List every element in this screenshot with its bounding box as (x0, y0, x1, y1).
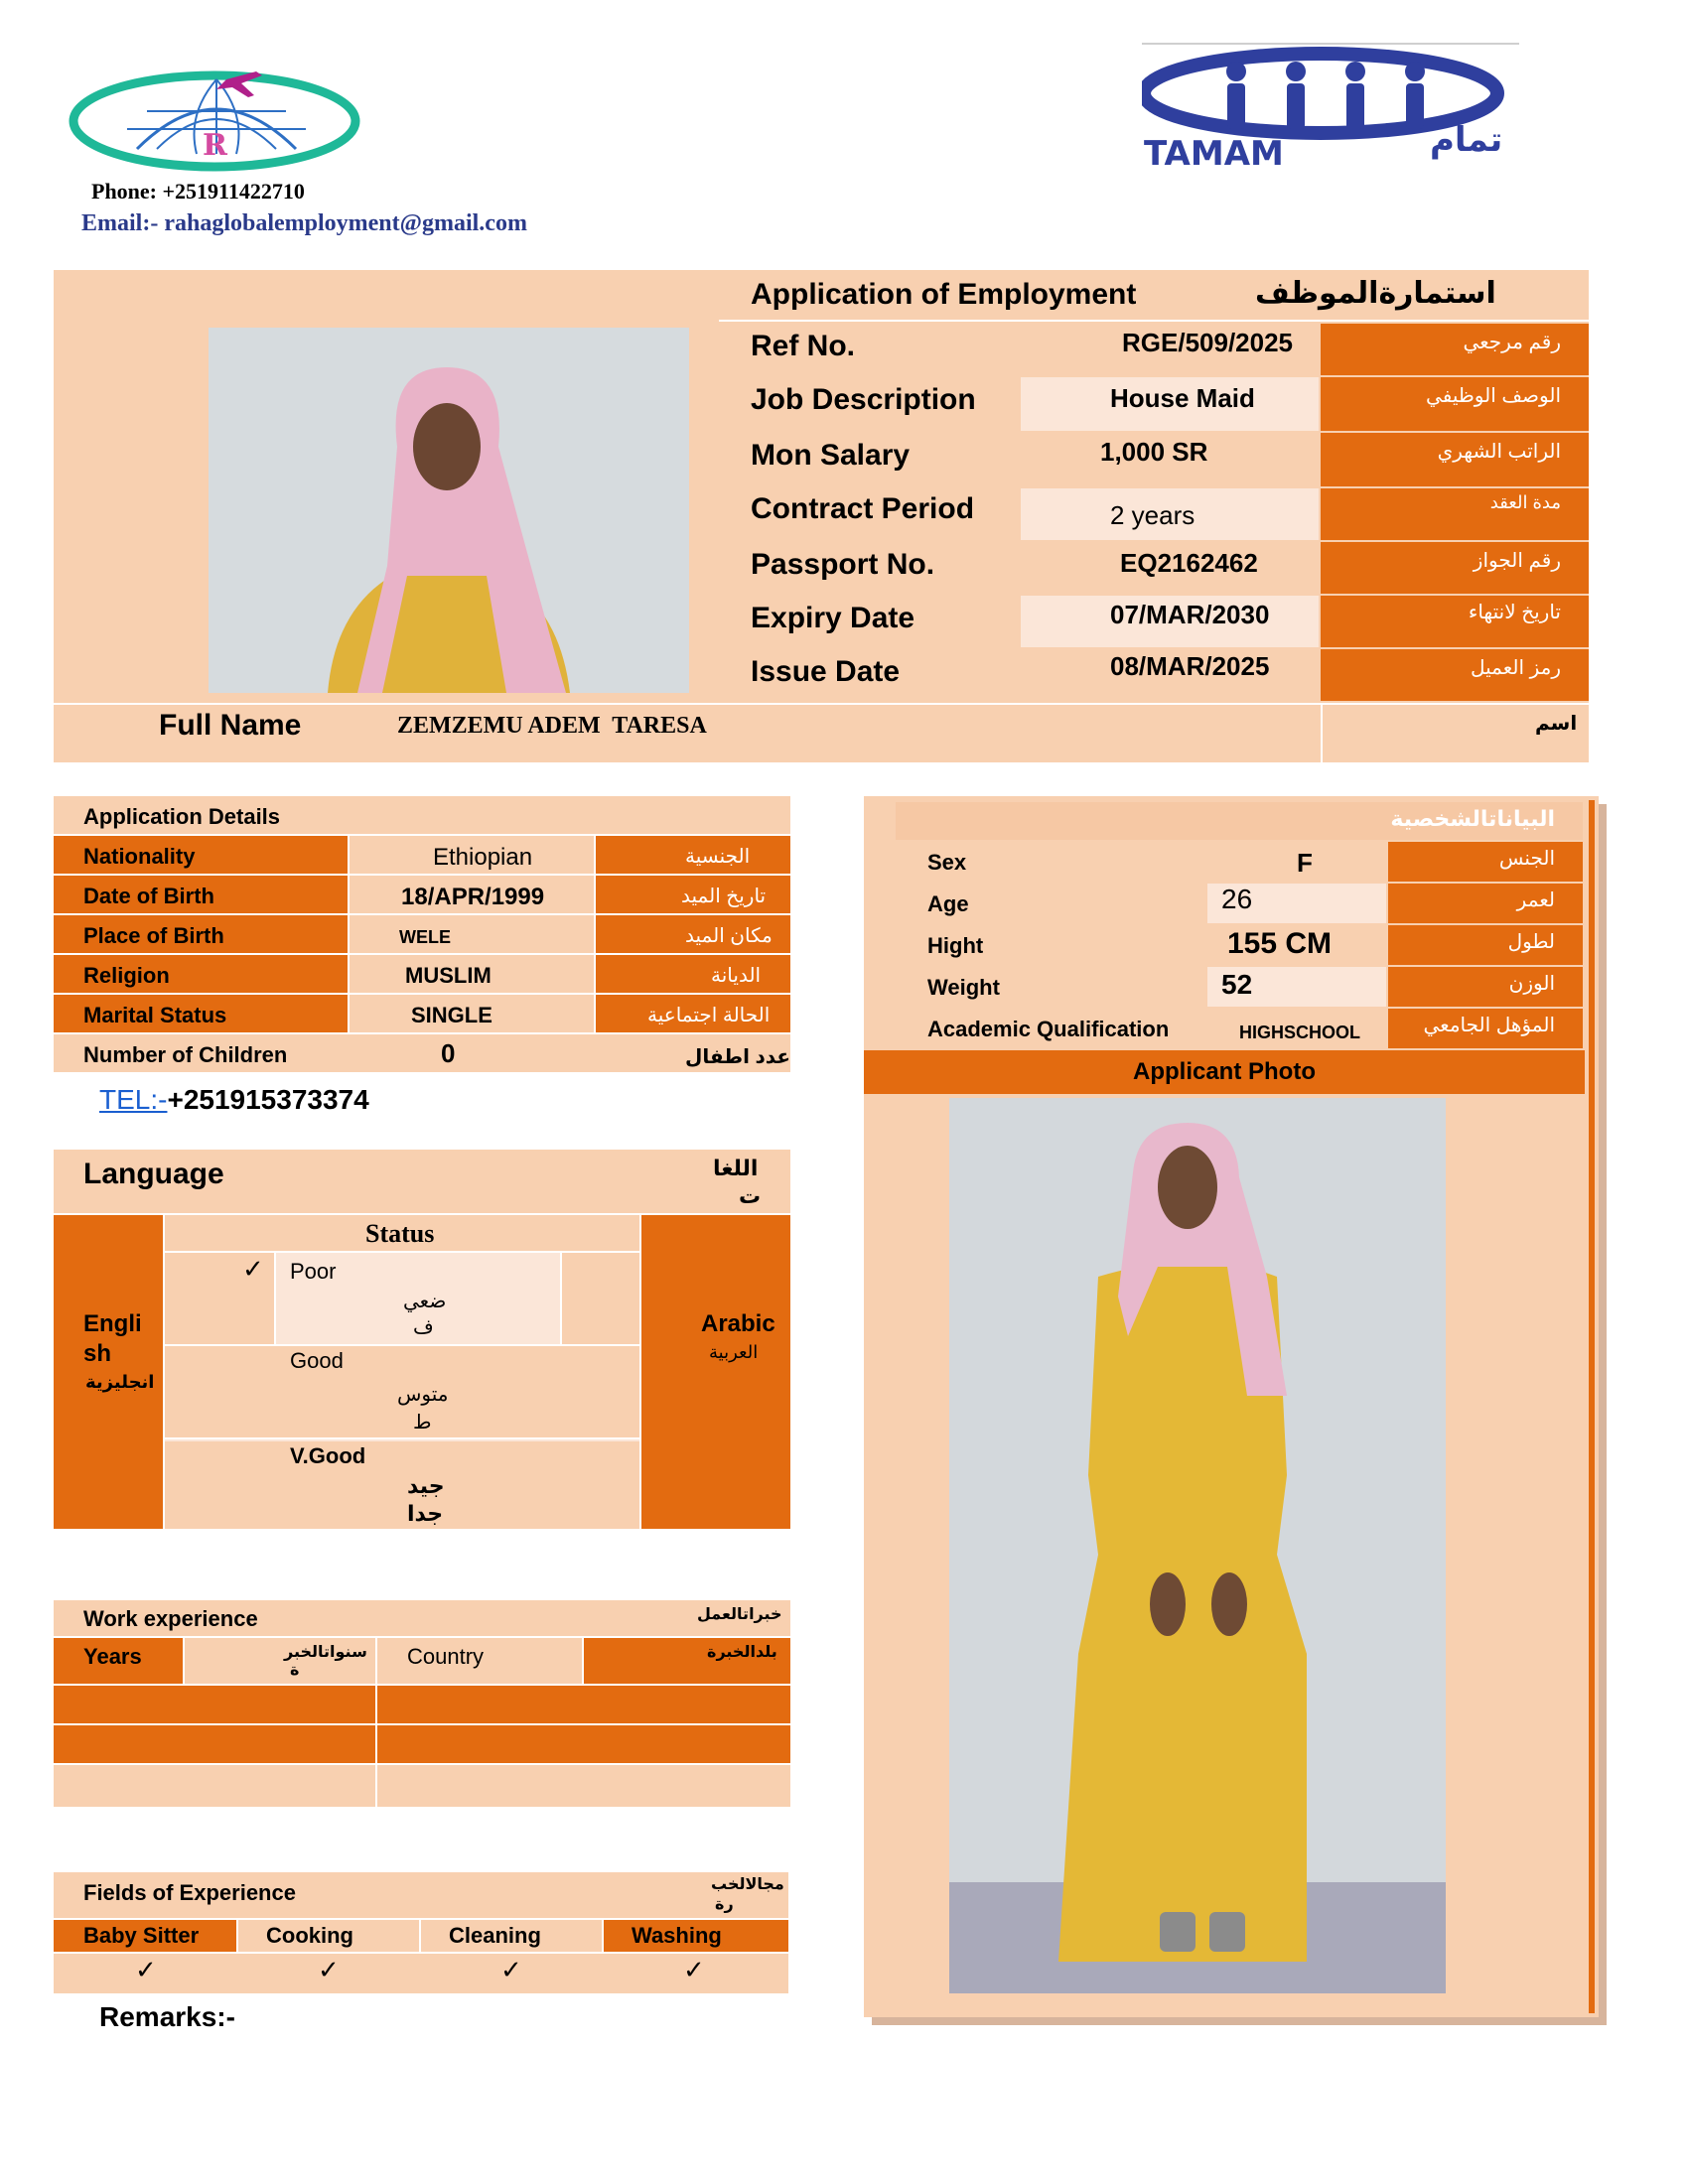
academic-label: Academic Qualification (927, 1017, 1170, 1041)
pob-ar: مكان الميد (685, 925, 773, 947)
sex-value: F (1297, 848, 1313, 878)
english-label-1: Engli (83, 1310, 142, 1337)
field-cleaning: Cleaning (449, 1923, 541, 1948)
contract-value: 2 years (1110, 500, 1196, 530)
tel-link[interactable]: TEL:- (99, 1084, 168, 1115)
phone-text: Phone: +251911422710 (91, 179, 305, 204)
ref-value: RGE/509/2025 (1122, 328, 1294, 357)
nationality-value: Ethiopian (433, 844, 533, 871)
contract-label: Contract Period (751, 492, 975, 525)
children-value: 0 (441, 1038, 456, 1068)
arabic-label-ar: العربية (709, 1342, 759, 1362)
dob-ar: تاريخ الميد (681, 886, 767, 907)
email-text: Email:- rahaglobalemployment@gmail.com (81, 210, 527, 236)
expiry-label: Expiry Date (751, 602, 915, 634)
age-ar: لعمر (1388, 884, 1583, 923)
english-label-2: sh (83, 1340, 112, 1367)
job-value: House Maid (1110, 383, 1255, 413)
status-header: Status (365, 1219, 435, 1248)
personal-title-ar: البياناتالشخصية (896, 802, 1583, 840)
fields-title-ar-2: رة (715, 1896, 734, 1913)
passport-value: EQ2162462 (1120, 548, 1258, 578)
marital-ar: الحالة اجتماعية (647, 1005, 771, 1026)
religion-label: Religion (83, 963, 170, 988)
salary-value: 1,000 SR (1100, 437, 1208, 467)
svg-text:R: R (203, 128, 227, 163)
baby-sitter-check-icon: ✓ (135, 1956, 157, 1985)
ref-label: Ref No. (751, 330, 855, 362)
dob-value: 18/APR/1999 (401, 884, 545, 910)
vgood-label: V.Good (290, 1443, 366, 1468)
field-cooking: Cooking (266, 1923, 353, 1948)
fields-title: Fields of Experience (83, 1880, 296, 1905)
app-title-ar: استمارةالموظف (1255, 277, 1496, 310)
children-ar: عدد اطفال (685, 1046, 790, 1068)
app-title: Application of Employment (751, 278, 1137, 311)
age-label: Age (927, 891, 969, 916)
full-name-label: Full Name (159, 709, 302, 742)
academic-value: HIGHSCHOOL (1239, 1023, 1361, 1042)
age-value: 26 (1221, 884, 1253, 914)
applicant-photo (949, 1098, 1446, 1993)
app-details-title: Application Details (83, 804, 281, 829)
tamam-logo (1142, 42, 1519, 171)
cleaning-check-icon: ✓ (500, 1956, 522, 1985)
field-baby-sitter: Baby Sitter (83, 1923, 200, 1948)
expiry-ar: تاريخ لانتهاء (1321, 596, 1589, 647)
arabic-label: Arabic (701, 1310, 775, 1337)
field-washing: Washing (632, 1923, 722, 1948)
issue-ar: رمز العميل (1321, 649, 1589, 701)
app-title-row (719, 270, 1589, 322)
applicant-photo-label-text: Applicant Photo (1133, 1058, 1316, 1085)
issue-label: Issue Date (751, 655, 901, 688)
passport-label: Passport No. (751, 548, 935, 581)
pob-label: Place of Birth (83, 923, 224, 948)
job-label: Job Description (751, 383, 976, 416)
height-ar: لطول (1388, 925, 1583, 965)
full-name-value: ZEMZEMU ADEM TARESA (397, 713, 707, 739)
country-ar: بلدالخبرة (707, 1644, 777, 1661)
passport-ar: رقم الجواز (1321, 542, 1589, 594)
telephone (99, 1084, 369, 1116)
work-title: Work experience (83, 1606, 258, 1631)
job-ar: الوصف الوظيفي (1321, 377, 1589, 431)
good-ar-1: متوس (397, 1384, 449, 1406)
fields-title-ar-1: مجالالخب (711, 1876, 784, 1893)
weight-value: 52 (1221, 969, 1253, 1000)
years-label: Years (83, 1644, 142, 1669)
language-title-ar-2: ت (739, 1183, 762, 1208)
years-ar-1: سنواتالخبر (284, 1644, 367, 1661)
sex-ar: الجنس (1388, 842, 1583, 882)
tamam-logo-arabic: تمام (1430, 120, 1503, 160)
marital-value: SINGLE (411, 1003, 492, 1027)
tel-number: +251915373374 (167, 1084, 369, 1115)
salary-ar: الراتب الشهري (1321, 433, 1589, 486)
expiry-value: 07/MAR/2030 (1110, 600, 1270, 629)
marital-label: Marital Status (83, 1003, 227, 1027)
nationality-ar: الجنسية (685, 846, 751, 868)
english-label-ar: انجليزية (85, 1372, 155, 1392)
language-title: Language (83, 1158, 224, 1190)
vgood-ar-1: جيد (407, 1473, 445, 1498)
work-title-ar: خبراتالعمل (697, 1606, 782, 1623)
poor-label: Poor (290, 1259, 337, 1284)
religion-value: MUSLIM (405, 963, 492, 988)
good-label: Good (290, 1348, 344, 1373)
nationality-label: Nationality (83, 844, 196, 869)
full-name-ar: اسم (1535, 713, 1578, 735)
language-title-ar-1: اللغا (713, 1156, 759, 1180)
good-ar-2: ط (413, 1412, 432, 1433)
washing-check-icon: ✓ (683, 1956, 705, 1985)
dob-label: Date of Birth (83, 884, 214, 908)
height-value: 155 CM (1227, 927, 1333, 960)
poor-ar-1: ضعي (403, 1291, 447, 1312)
applicant-photo-label (864, 1050, 1585, 1094)
issue-value: 08/MAR/2025 (1110, 651, 1270, 681)
poor-ar-2: ف (413, 1316, 434, 1338)
ref-ar: رقم مرجعي (1321, 324, 1589, 375)
raha-logo (68, 60, 365, 179)
weight-label: Weight (927, 975, 1000, 1000)
vgood-ar-2: جدا (407, 1501, 444, 1526)
poor-check-icon: ✓ (242, 1255, 264, 1285)
sex-label: Sex (927, 850, 967, 875)
pob-value: WELE (399, 927, 451, 947)
weight-ar: الوزن (1388, 967, 1583, 1007)
religion-ar: الديانة (711, 965, 762, 987)
remarks-label: Remarks:- (99, 2001, 235, 2032)
personal-panel-edge (1589, 800, 1595, 2013)
contract-ar: مدة العقد (1321, 488, 1589, 540)
cooking-check-icon: ✓ (318, 1956, 340, 1985)
top-photo (209, 328, 689, 693)
academic-ar: المؤهل الجامعي (1388, 1009, 1583, 1048)
height-label: Hight (927, 933, 984, 958)
tamam-logo-text: TAMAM (1144, 134, 1284, 171)
salary-label: Mon Salary (751, 439, 911, 472)
country-label: Country (407, 1644, 485, 1669)
years-ar-2: ة (290, 1662, 300, 1679)
children-label: Number of Children (83, 1042, 288, 1067)
